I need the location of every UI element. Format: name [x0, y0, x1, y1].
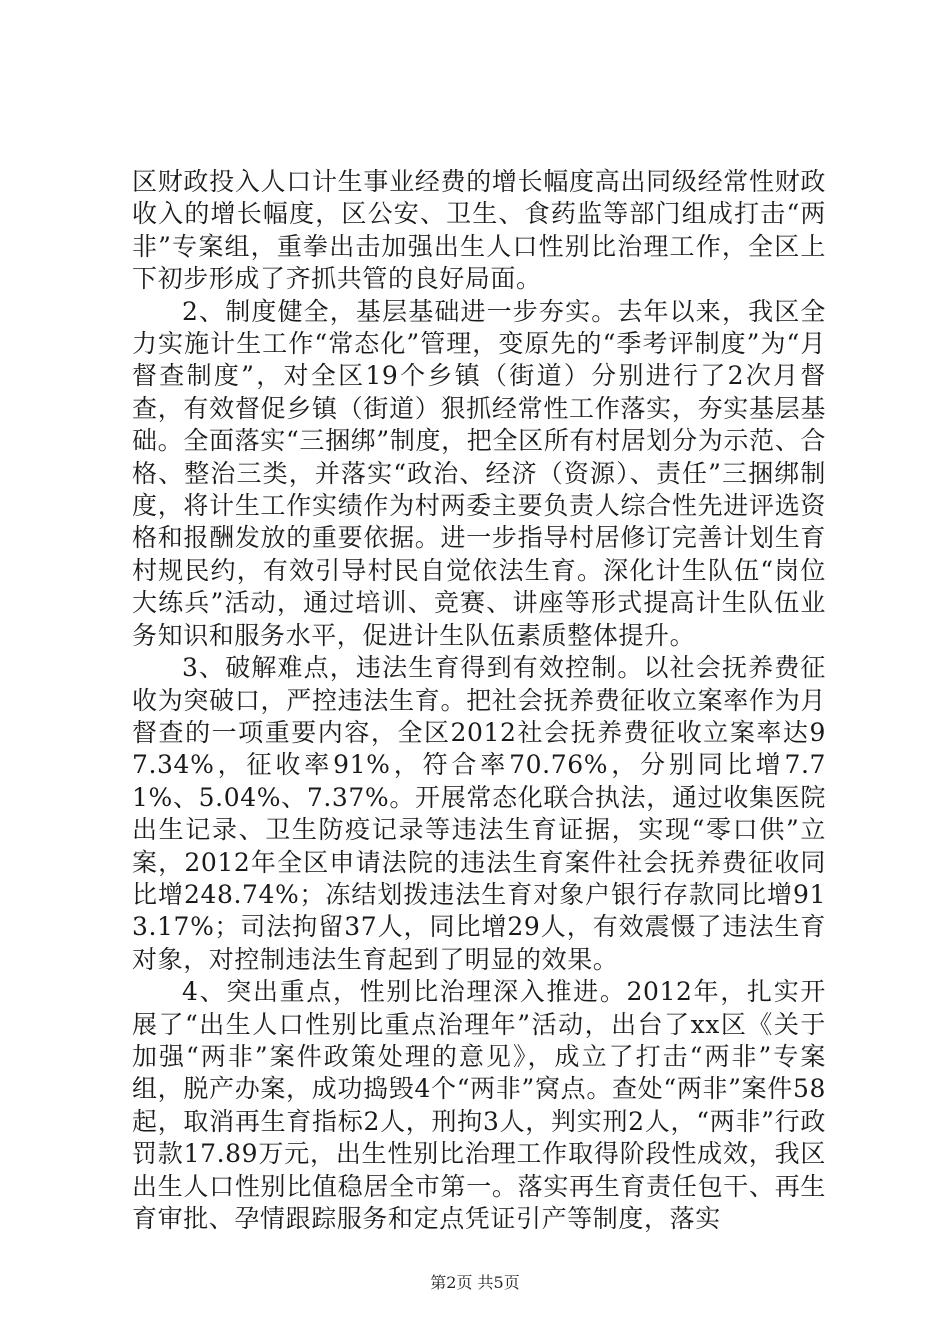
paragraph-2-system: 2、制度健全，基层基础进一步夯实。去年以来，我区全力实施计生工作“常态化”管理，变原先的“季考评制度”为“月督查制度”，对全区19个乡镇（街道）分别进行了2次月督查，有效督促乡镇（街道）狠抓经常性工作落实，夯实基层基础。全面落实“三捆绑”制度，把全区所有村居划分为示范、合格、整治三类，并落实“政治、经济（资源）、责任”三捆绑制度，将计生工作实绩作为村两委主要负责人综合性先进评选资格和报酬发放的重要依据。进一步指导村居修订完善计划生育村规民约，有效引导村民自觉依法生育。深化计生队伍“岗位大练兵”活动，通过培训、竞赛、讲座等形式提高计生队伍业务知识和服务水平，促进计生队伍素质整体提升。: [132, 296, 826, 650]
paragraph-4-gender-ratio: 4、突出重点，性别比治理深入推进。2012年，扎实开展了“出生人口性别比重点治理年”活动，出台了xx区《关于加强“两非”案件政策处理的意见》，成立了打击“两非”专案组，脱产办案，成功捣毁4个“两非”窝点。查处“两非”案件58起，取消再生育指标2人，刑拘3人，判实刑2人，“两非”行政罚款17.89万元，出生性别比治理工作取得阶段性成效，我区出生人口性别比值稳居全市第一。落实再生育责任包干、再生育审批、孕情跟踪服务和定点凭证引产等制度，落实: [132, 977, 826, 1233]
paragraph-3-illegal-births: 3、破解难点，违法生育得到有效控制。以社会抚养费征收为突破口，严控违法生育。把社会抚养费征收立案率作为月督查的一项重要内容，全区2012社会抚养费征收立案率达97.34%，征收率91%，符合率70.76%，分别同比增7.71%、5.04%、7.37%。开展常态化联合执法，通过收集医院出生记录、卫生防疫记录等违法生育证据，实现“零口供”立案，2012年全区申请法院的违法生育案件社会抚养费征收同比增248.74%；冻结划拨违法生育对象户银行存款同比增913.17%；司法拘留37人，同比增29人，有效震慑了违法生育对象，对控制违法生育起到了明显的效果。: [132, 653, 826, 974]
page-footer: 第2页 共5页: [430, 1273, 520, 1292]
paragraph-continuation: 区财政投入人口计生事业经费的增长幅度高出同级经常性财政收入的增长幅度，区公安、卫生、食药监等部门组成打击“两非”专案组，重拳出击加强出生人口性别比治理工作，全区上下初步形成了齐抓共管的良好局面。: [132, 167, 826, 294]
document-body: [132, 166, 826, 1235]
